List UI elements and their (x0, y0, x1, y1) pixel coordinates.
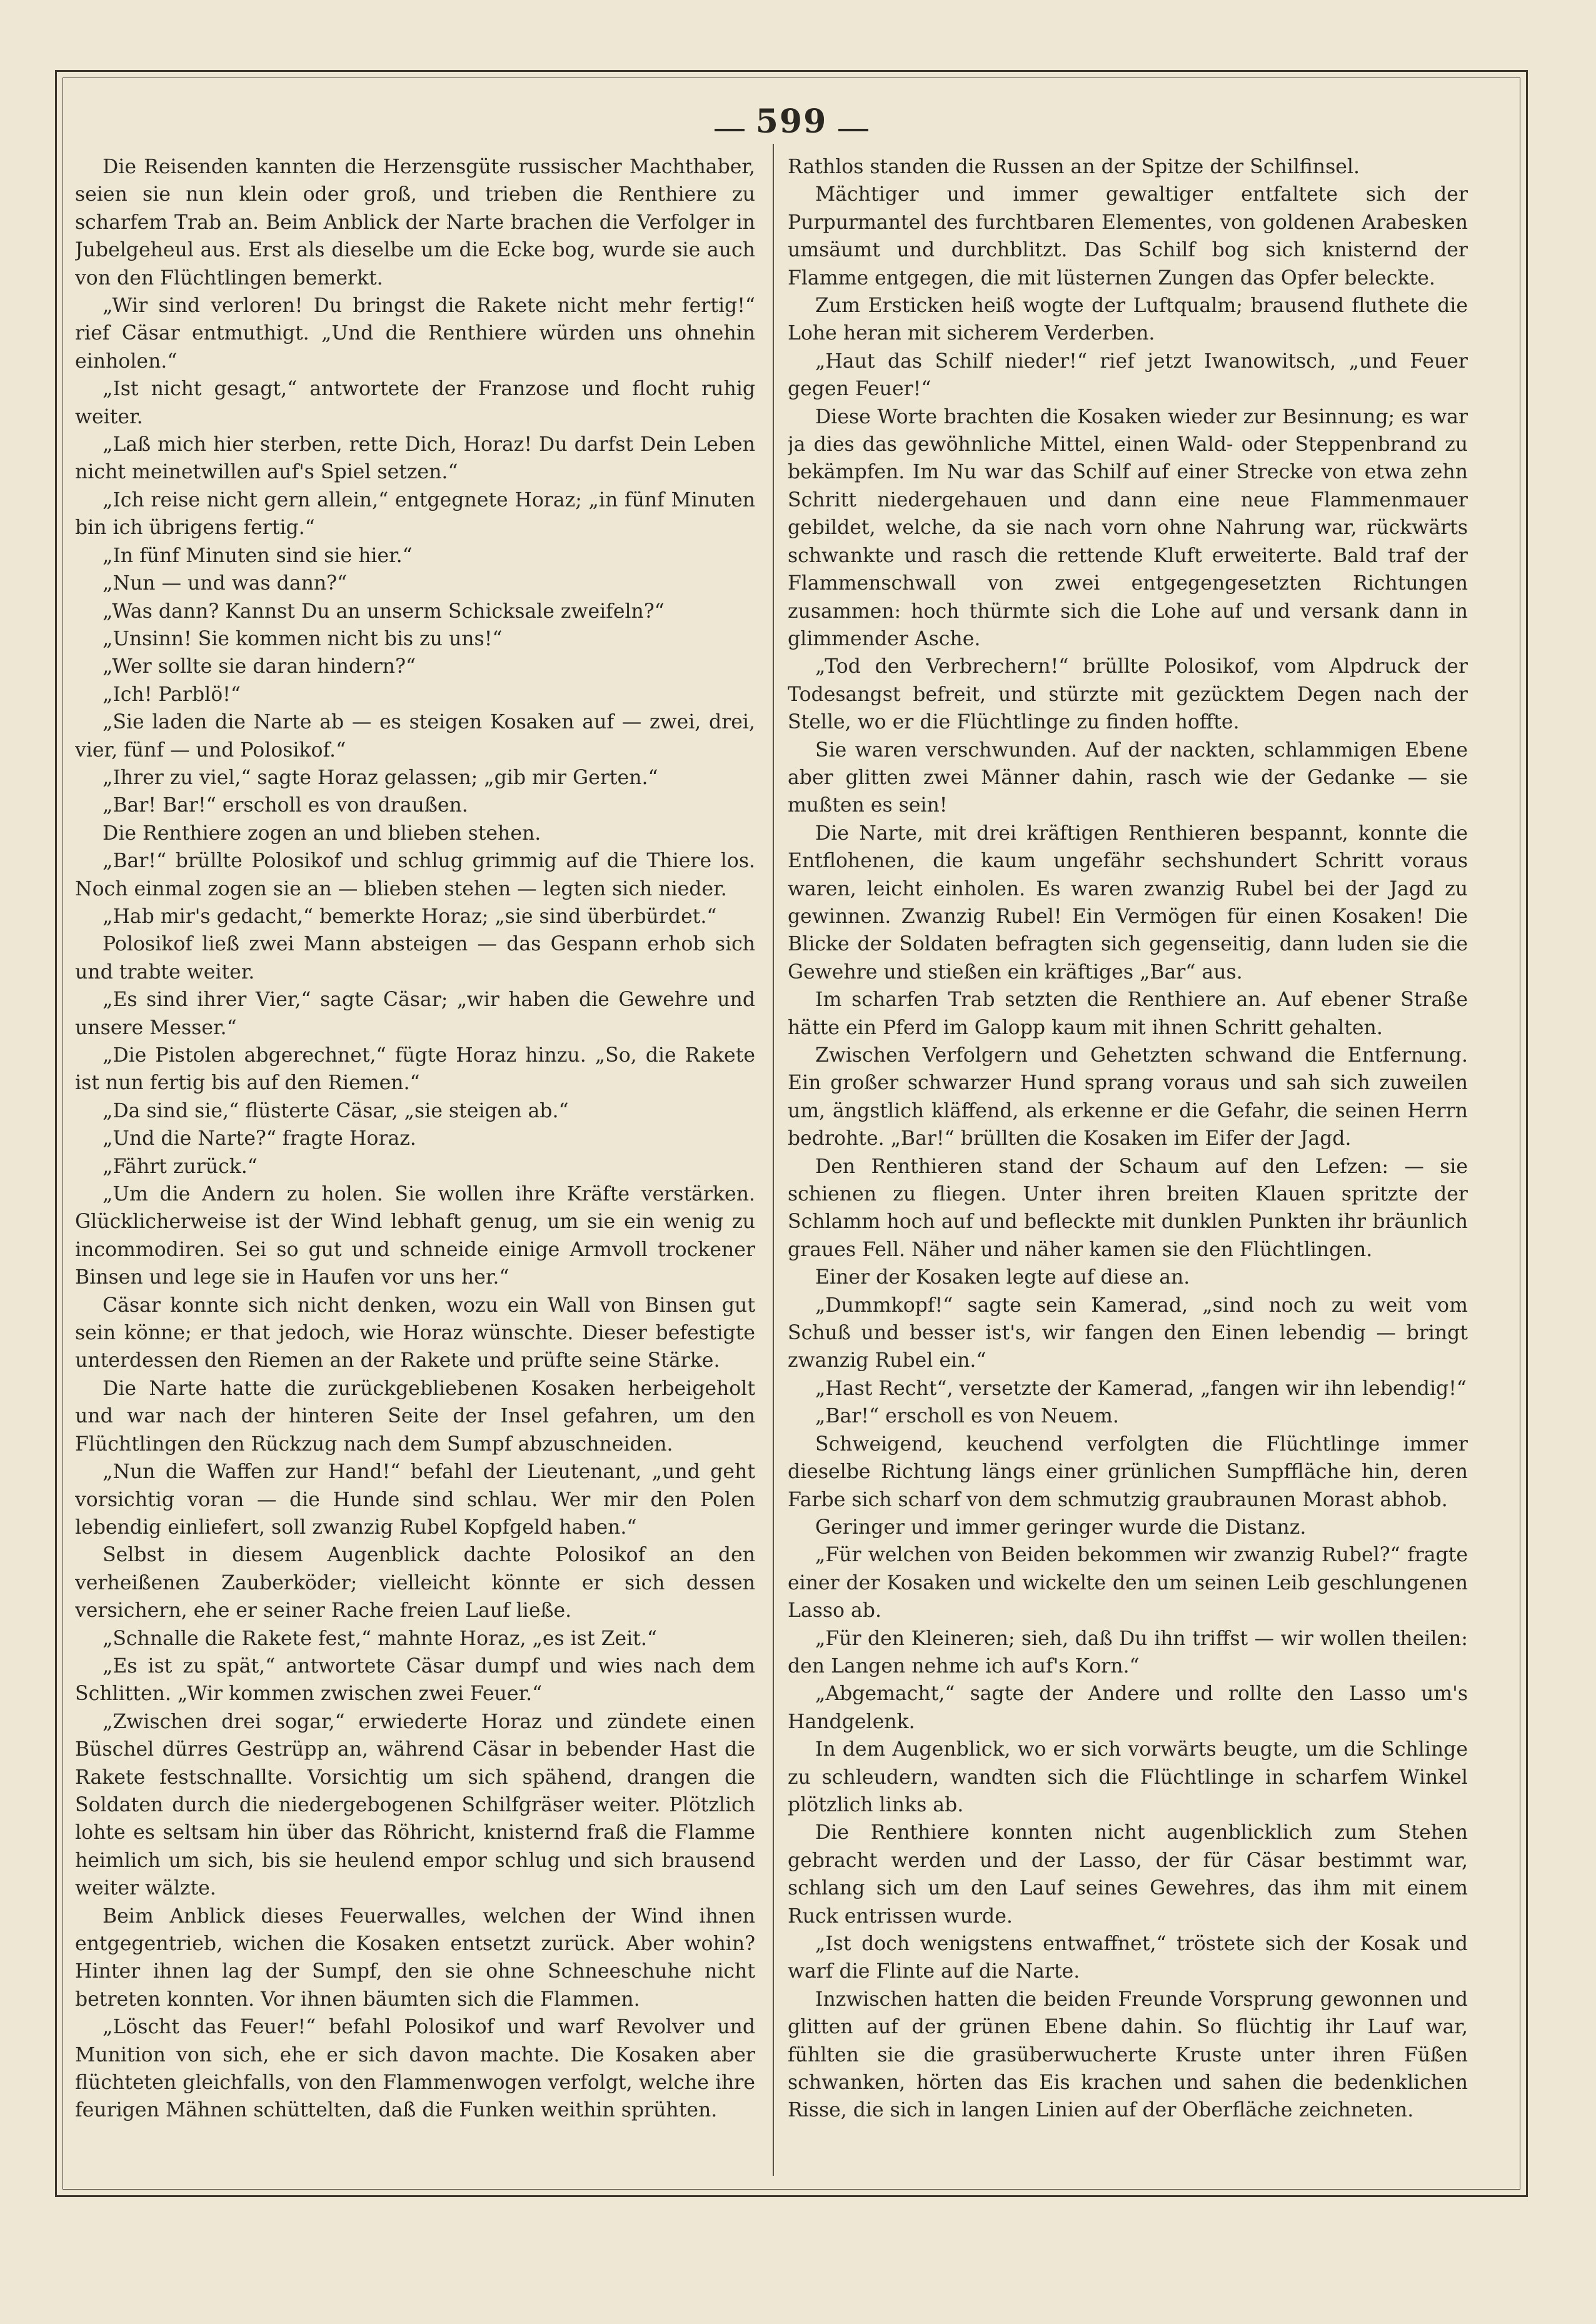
paragraph: „Haut das Schilf nieder!“ rief jetzt Iwanowitsch, „und Feuer gegen Feuer!“ (788, 350, 1468, 401)
paragraph: „Ich! Parblö!“ (103, 683, 241, 706)
paragraph: „Was dann? Kannst Du an unserm Schicksale zweifeln?“ (103, 600, 665, 623)
paragraph: „Da sind sie,“ flüsterte Cäsar, „sie steigen ab.“ (103, 1099, 569, 1122)
paragraph: Geringer und immer geringer wurde die Distanz. (815, 1516, 1307, 1539)
paragraph: Den Renthieren stand der Schaum auf den Lefzen: — sie schienen zu fliegen. Unter ihren breiten Klauen spritzte der Schlamm hoch auf und befleckte mit dunklen Punkten ihr bräunlich graues Fell. Näher und näher kamen sie den Flüchtlingen. (788, 1155, 1468, 1261)
paragraph: „Nun die Waffen zur Hand!“ befahl der Lieutenant, „und geht vorsichtig voran — die Hunde sind schlau. Wer mir den Polen lebendig einliefert, soll zwanzig Rubel Kopfgeld haben.“ (75, 1461, 755, 1539)
paragraph: „Für den Kleineren; sieh, daß Du ihn triffst — wir wollen theilen: den Langen nehme ich auf's Korn.“ (788, 1627, 1468, 1678)
paragraph: Die Narte hatte die zurückgebliebenen Kosaken herbeigeholt und war nach der hinteren Seite der Insel gefahren, um den Flüchtlingen den Rückzug nach dem Sumpf abzuschneiden. (75, 1377, 755, 1456)
paragraph: Mächtiger und immer gewaltiger entfaltete sich der Purpurmantel des furchtbaren Elementes, von goldenen Arabesken umsäumt und durchblitzt. Das Schilf bog sich knisternd der Flamme entgegen, die mit lüsternen Zungen das Opfer beleckte. (788, 183, 1468, 289)
paragraph: „Zwischen drei sogar,“ erwiederte Horaz und zündete einen Büschel dürres Gestrüpp an, während Cäsar in bebender Hast die Rakete festschnallte. Vorsichtig um sich spähend, drangen die Soldaten durch die niedergebogenen Schilfgräser weiter. Plötzlich lohte es seltsam hin über das Röhricht, knisternd fraß die Flamme heimlich um sich, bis sie heulend empor schlug und sich brausend weiter wälzte. (75, 1710, 755, 1900)
left-column (75, 153, 755, 2154)
paragraph: „Es ist zu spät,“ antwortete Cäsar dumpf und wies nach dem Schlitten. „Wir kommen zwischen zwei Feuer.“ (75, 1654, 755, 1706)
paragraph: Einer der Kosaken legte auf diese an. (815, 1266, 1190, 1289)
paragraph: Diese Worte brachten die Kosaken wieder zur Besinnung; es war ja dies das gewöhnliche Mittel, einen Wald- oder Steppenbrand zu bekämpfen. Im Nu war das Schilf auf einer Strecke von etwa zehn Schritt niedergehauen und dann eine neue Flammenmauer gebildet, welche, da sie nach vorn ohne Nahrung war, rückwärts schwankte und rasch die rettende Kluft erweiterte. Bald traf der Flammenschwall von zwei entgegengesetzten Richtungen zusammen: hoch thürmte sich die Lohe auf und versank dann in glimmender Asche. (788, 405, 1468, 650)
paragraph: „Es sind ihrer Vier,“ sagte Cäsar; „wir haben die Gewehre und unsere Messer.“ (75, 988, 755, 1039)
paragraph: „Hast Recht“, versetzte der Kamerad, „fangen wir ihn lebendig!“ (815, 1377, 1467, 1400)
paragraph: „Bar!“ erscholl es von Neuem. (815, 1405, 1119, 1428)
paragraph: „Unsinn! Sie kommen nicht bis zu uns!“ (103, 627, 503, 650)
paragraph: „Löscht das Feuer!“ befahl Polosikof und warf Revolver und Munition von sich, ehe er sich davon machte. Die Kosaken aber flüchteten gleichfalls, von den Flammenwogen verfolgt, welche ihre feurigen Mähnen schüttelten, daß die Funken weithin sprühten. (75, 2016, 755, 2122)
paragraph: Inzwischen hatten die beiden Freunde Vorsprung gewonnen und glitten auf der grünen Ebene dahin. So flüchtig ihr Lauf war, fühlten sie die grasüberwucherte Kruste unter ihren Füßen schwanken, hörten das Eis krachen und sahen die bedenklichen Risse, die sich in langen Linien auf der Oberfläche zeichneten. (788, 1988, 1468, 2122)
paragraph: „Für welchen von Beiden bekommen wir zwanzig Rubel?“ fragte einer der Kosaken und wickelte den um seinen Leib geschlungenen Lasso ab. (788, 1544, 1468, 1622)
paragraph: Schweigend, keuchend verfolgten die Flüchtlinge immer dieselbe Richtung längs einer grünlichen Sumpffläche hin, deren Farbe sich scharf von dem schmutzig graubraunen Morast abhob. (788, 1432, 1468, 1511)
paragraph: „Laß mich hier sterben, rette Dich, Horaz! Du darfst Dein Leben nicht meinetwillen auf's Spiel setzen.“ (75, 433, 755, 484)
header-dash-left (715, 129, 745, 131)
paragraph: „Ihrer zu viel,“ sagte Horaz gelassen; „gib mir Gerten.“ (103, 766, 658, 789)
paragraph: Beim Anblick dieses Feuerwalles, welchen der Wind ihnen entgegentrieb, wichen die Kosaken entsetzt zurück. Aber wohin? Hinter ihnen lag der Sumpf, den sie ohne Schneeschuhe nicht betreten konnten. Vor ihnen bäumten sich die Flammen. (75, 1904, 755, 2011)
paragraph: Die Reisenden kannten die Herzensgüte russischer Machthaber, seien sie nun klein oder groß, und trieben die Renthiere zu scharfem Trab an. Beim Anblick der Narte brachen die Verfolger in Jubelgeheul aus. Erst als dieselbe um die Ecke bog, wurde sie auch von den Flüchtlingen bemerkt. (75, 156, 755, 289)
paragraph: „Ich reise nicht gern allein,“ entgegnete Horaz; „in fünf Minuten bin ich übrigens fertig.“ (75, 488, 755, 540)
paragraph: Zum Ersticken heiß wogte der Luftqualm; brausend fluthete die Lohe heran mit sicherem Verderben. (788, 294, 1468, 345)
paragraph: „Nun — und was dann?“ (103, 572, 348, 595)
paragraph: Zwischen Verfolgern und Gehetzten schwand die Entfernung. Ein großer schwarzer Hund sprang voraus und sah sich zuweilen um, ängstlich kläffend, als erkenne er die Gefahr, die seinen Herrn bedrohte. „Bar!“ brüllten die Kosaken im Eifer der Jagd. (788, 1044, 1468, 1150)
paragraph: „Um die Andern zu holen. Sie wollen ihre Kräfte verstärken. Glücklicherweise ist der Wind lebhaft genug, um sie ein wenig zu incommodiren. Sei so gut und schneide einige Armvoll trockener Binsen und lege sie in Haufen vor uns her.“ (75, 1183, 755, 1289)
paragraph: „Und die Narte?“ fragte Horaz. (103, 1127, 416, 1150)
paragraph: „Fährt zurück.“ (103, 1155, 258, 1178)
paragraph: „Bar!“ brüllte Polosikof und schlug grimmig auf die Thiere los. Noch einmal zogen sie an — blieben stehen — legten sich nieder. (75, 850, 755, 900)
paragraph: Im scharfen Trab setzten die Renthiere an. Auf ebener Straße hätte ein Pferd im Galopp kaum mit ihnen Schritt gehalten. (788, 988, 1468, 1039)
paragraph: „Wer sollte sie daran hindern?“ (103, 655, 416, 678)
paragraph: In dem Augenblick, wo er sich vorwärts beugte, um die Schlinge zu schleudern, wandten sich die Flüchtlinge in scharfem Winkel plötzlich links ab. (788, 1738, 1468, 1816)
paragraph: „Dummkopf!“ sagte sein Kamerad, „sind noch zu weit vom Schuß und besser ist's, wir fangen den Einen lebendig — bringt zwanzig Rubel ein.“ (788, 1294, 1468, 1372)
paragraph: Cäsar konnte sich nicht denken, wozu ein Wall von Binsen gut sein könne; er that jedoch, wie Horaz wünschte. Dieser befestigte unterdessen den Riemen an der Rakete und prüfte seine Stärke. (75, 1294, 755, 1372)
right-column (788, 153, 1468, 2154)
paragraph: Sie waren verschwunden. Auf der nackten, schlammigen Ebene aber glitten zwei Männer dahin, rasch wie der Gedanke — sie mußten es sein! (788, 738, 1468, 817)
paragraph: „Abgemacht,“ sagte der Andere und rollte den Lasso um's Handgelenk. (788, 1683, 1468, 1733)
paragraph: „Sie laden die Narte ab — es steigen Kosaken auf — zwei, drei, vier, fünf — und Polosikof.“ (75, 711, 755, 762)
paragraph: Polosikof ließ zwei Mann absteigen — das Gespann erhob sich und trabte weiter. (75, 933, 755, 983)
page-number: 599 (755, 103, 828, 141)
paragraph: Die Renthiere zogen an und blieben stehen. (103, 822, 541, 845)
paragraph: „Hab mir's gedacht,“ bemerkte Horaz; „sie sind überbürdet.“ (103, 905, 717, 928)
paragraph: „Tod den Verbrechern!“ brüllte Polosikof, vom Alpdruck der Todesangst befreit, und stürzte mit gezücktem Degen nach der Stelle, wo er die Flüchtlinge zu finden hoffte. (788, 655, 1468, 734)
paragraph: „Die Pistolen abgerechnet,“ fügte Horaz hinzu. „So, die Rakete ist nun fertig bis auf den Riemen.“ (75, 1044, 755, 1095)
paragraph: „Ist doch wenigstens entwaffnet,“ tröstete sich der Kosak und warf die Flinte auf die Narte. (788, 1933, 1468, 1983)
paragraph: Selbst in diesem Augenblick dachte Polosikof an den verheißenen Zauberköder; vielleicht könnte er sich dessen versichern, ehe er seiner Rache freien Lauf ließe. (75, 1544, 755, 1622)
paragraph: „Wir sind verloren! Du bringst die Rakete nicht mehr fertig!“ rief Cäsar entmuthigt. „Und die Renthiere würden uns ohnehin einholen.“ (75, 294, 755, 373)
paragraph: „Ist nicht gesagt,“ antwortete der Franzose und flocht ruhig weiter. (75, 378, 755, 428)
paragraph: Die Narte, mit drei kräftigen Renthieren bespannt, konnte die Entflohenen, die kaum ungefähr sechshundert Schritt voraus waren, leicht einholen. Es waren zwanzig Rubel bei der Jagd zu gewinnen. Zwanzig Rubel! Ein Vermögen für einen Kosaken! Die Blicke der Soldaten befragten sich gegenseitig, dann luden sie die Gewehre und stießen ein kräftiges „Bar“ aus. (788, 822, 1468, 983)
paragraph: Die Renthiere konnten nicht augenblicklich zum Stehen gebracht werden und der Lasso, der für Cäsar bestimmt war, schlang sich um den Lauf seines Gewehres, das ihm mit einem Ruck entrissen wurde. (788, 1821, 1468, 1928)
paragraph: Rathlos standen die Russen an der Spitze der Schilfinsel. (788, 156, 1360, 178)
header-dash-right (838, 129, 868, 131)
paragraph: „In fünf Minuten sind sie hier.“ (103, 544, 413, 567)
column-divider (773, 144, 774, 2176)
page-header (63, 94, 1520, 150)
paragraph: „Bar! Bar!“ erscholl es von draußen. (103, 794, 468, 817)
paragraph: „Schnalle die Rakete fest,“ mahnte Horaz, „es ist Zeit.“ (103, 1627, 657, 1650)
